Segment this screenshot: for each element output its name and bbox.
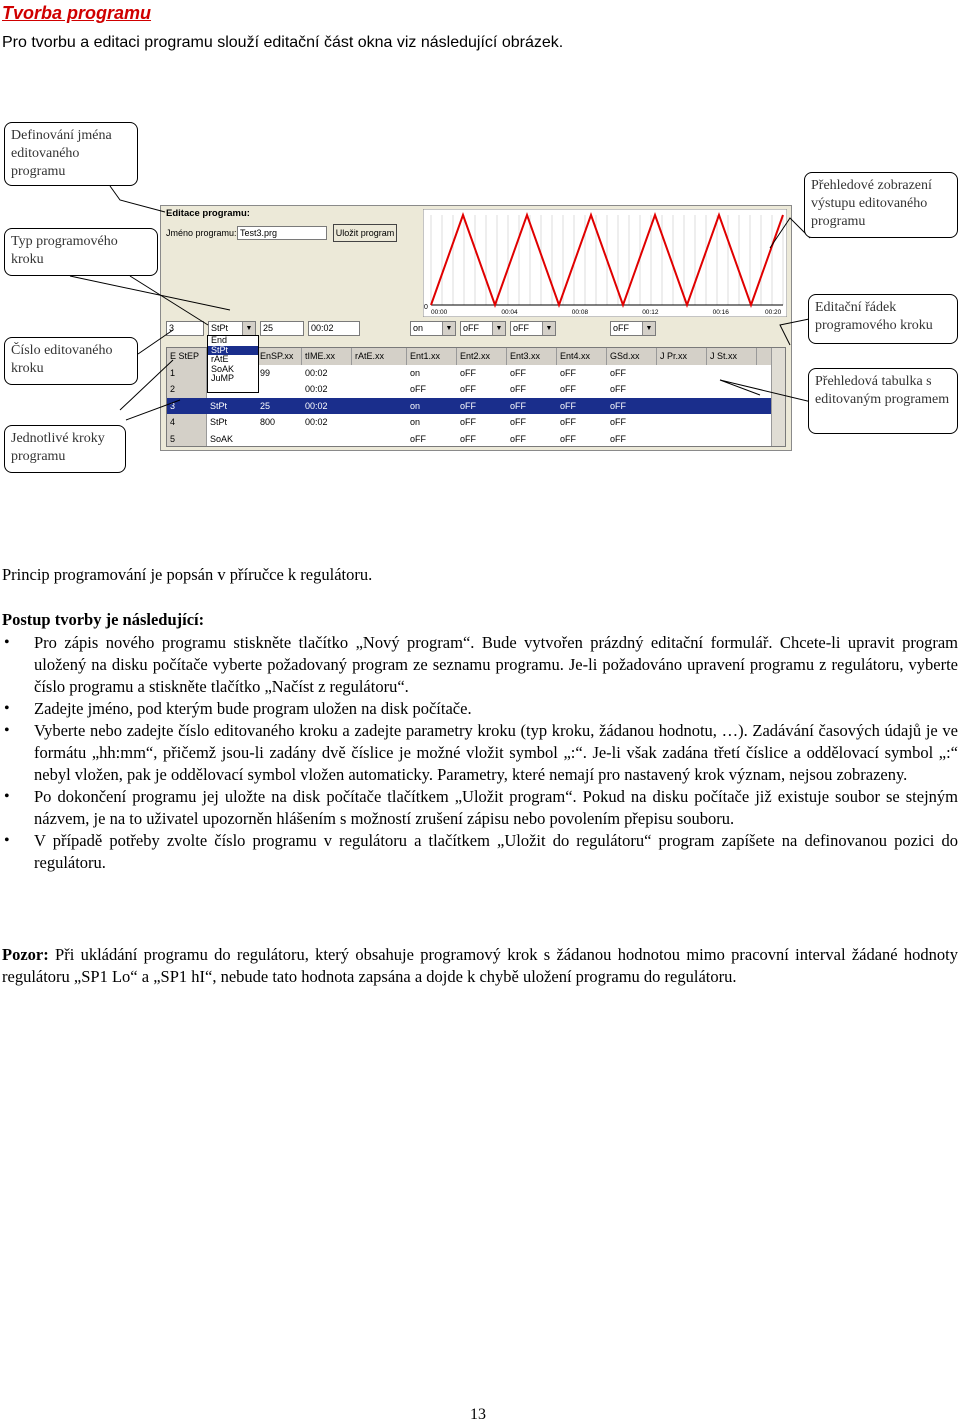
table-cell: oFF	[410, 434, 427, 444]
step-type-select[interactable]	[208, 321, 256, 336]
table-cell	[657, 365, 707, 382]
type-option[interactable]: rAtE	[211, 354, 229, 364]
table-cell: oFF	[560, 384, 577, 395]
column-header: J Pr.xx	[657, 348, 707, 365]
list-item: • Zadejte jméno, pod kterým bude program uložen na disk počítače.	[0, 698, 958, 720]
table-cell: 2	[167, 381, 207, 398]
table-cell	[657, 398, 707, 415]
callout-steps: Jednotlivé kroky programu	[4, 425, 126, 473]
table-cell: oFF	[460, 400, 477, 411]
callout-preview: Přehledové zobrazení výstupu editovaného programu	[804, 172, 958, 238]
column-header: tIME.xx	[302, 348, 352, 365]
callout-step-number: Číslo editovaného kroku	[4, 337, 138, 385]
table-cell	[257, 381, 302, 398]
table-cell: oFF	[460, 384, 477, 395]
table-cell: 5	[167, 431, 207, 447]
table-cell: on	[410, 417, 421, 428]
out4-value: oFF	[613, 323, 630, 333]
out2-select[interactable]	[460, 321, 506, 336]
callout-edit-row: Editační řádek programového kroku	[808, 294, 958, 344]
list-item: • Vyberte nebo zadejte číslo editovaného kroku a zadejte parametry kroku (typ kroku, žádanou hodnotu, …). Zadávání časových údajů je ve formátu „hh:mm“, přičemž jsou-li zadány dvě číslice je možné vložit symbol „:“. Je-li však zadána třetí číslice a oddělovací symbol „:“ nebyl vložen, pak je oddělovací symbol vložen automaticky. Parametry, které nemají pro nastavený krok význam, nejsou zobrazeny.	[0, 720, 958, 786]
table-cell	[257, 431, 302, 447]
column-header: Ent3.xx	[507, 348, 557, 365]
table-cell: oFF	[510, 417, 527, 428]
time-tick-label: 00:04	[501, 309, 518, 316]
callout-type: Typ programového kroku	[4, 228, 158, 276]
table-cell	[352, 398, 407, 415]
table-cell: oFF	[460, 367, 477, 378]
out3-select[interactable]	[510, 321, 556, 336]
chevron-down-icon: ▼	[492, 322, 505, 335]
table-cell: 4	[167, 414, 207, 431]
out1-select[interactable]	[410, 321, 456, 336]
step-type-dropdown-list[interactable]	[207, 335, 259, 393]
table-cell	[657, 431, 707, 447]
steps-list	[0, 632, 958, 874]
time-input[interactable]	[308, 321, 360, 336]
table-cell	[707, 381, 757, 398]
table-cell	[707, 365, 757, 382]
step-type-value: StPt	[211, 323, 229, 333]
table-cell: 800	[260, 417, 276, 428]
column-header: E StEP	[167, 348, 207, 365]
program-preview-chart	[423, 209, 787, 317]
time-tick-label: 00:08	[571, 309, 589, 316]
table-cell: StPt	[210, 400, 228, 411]
table-cell: oFF	[560, 417, 577, 428]
table-scrollbar[interactable]	[771, 348, 785, 446]
column-header: EnSP.xx	[257, 348, 302, 365]
type-option[interactable]: End	[211, 335, 228, 345]
table-cell: 00:02	[305, 417, 328, 428]
table-cell	[707, 414, 757, 431]
type-option[interactable]: JuMP	[211, 373, 235, 383]
type-option[interactable]: SoAK	[211, 363, 235, 374]
chevron-down-icon: ▼	[542, 322, 555, 335]
table-cell: oFF	[560, 400, 577, 411]
table-cell	[707, 398, 757, 415]
column-header: Ent2.xx	[457, 348, 507, 365]
table-cell: oFF	[510, 434, 527, 444]
program-editor-window	[160, 205, 792, 451]
table-cell: 00:02	[305, 384, 328, 395]
program-table[interactable]	[166, 347, 786, 447]
time-tick-label: 00:00	[431, 309, 448, 316]
chevron-down-icon: ▼	[242, 322, 255, 335]
callout-table: Přehledová tabulka s editovaným programem	[808, 368, 958, 434]
table-cell: 1	[167, 365, 207, 382]
table-cell: oFF	[560, 434, 577, 444]
list-item: • V případě potřeby zvolte číslo programu v regulátoru a tlačítkem „Uložit do regulátoru“ program zapíšete na definovanou pozici do regulátoru.	[0, 830, 958, 874]
table-row[interactable]	[167, 431, 773, 447]
table-cell: oFF	[460, 434, 477, 444]
table-cell	[302, 431, 352, 447]
list-item: • Po dokončení programu jej uložte na disk počítače tlačítkem „Uložit program“. Pokud na disku počítače již existuje soubor se stejným názvem, je na to uživatel upozorněn hlášením s možností zrušení zápisu nebo povolením přepisu souboru.	[0, 786, 958, 830]
program-name-label: Jméno programu:	[166, 228, 237, 238]
program-name-input[interactable]: Test3.prg	[237, 226, 327, 240]
out3-value: oFF	[513, 323, 530, 333]
table-cell: 99	[260, 367, 271, 378]
step-edit-row	[166, 321, 786, 337]
column-header: Ent1.xx	[407, 348, 457, 365]
table-cell	[657, 381, 707, 398]
chevron-down-icon: ▼	[642, 322, 655, 335]
out4-select[interactable]	[610, 321, 656, 336]
warning-label: Pozor:	[2, 945, 49, 964]
table-cell: oFF	[610, 367, 627, 378]
table-row[interactable]	[167, 414, 773, 431]
table-cell: oFF	[410, 384, 427, 395]
table-cell	[707, 431, 757, 447]
table-cell	[352, 381, 407, 398]
table-cell: StPt	[210, 417, 228, 428]
table-cell: SoAK	[210, 434, 234, 444]
warning-paragraph	[2, 944, 958, 988]
time-tick-label: 00:16	[712, 309, 729, 316]
graph-zero-label: 0	[424, 304, 428, 311]
time-tick-label: 00:20	[765, 309, 782, 316]
principle-text: Princip programování je popsán v příručce k regulátoru.	[2, 565, 373, 584]
table-cell	[352, 414, 407, 431]
step-number-spin[interactable]	[166, 321, 204, 336]
table-cell: oFF	[610, 417, 627, 428]
out2-value: oFF	[463, 323, 480, 333]
table-cell: oFF	[610, 400, 627, 411]
column-header: J St.xx	[707, 348, 757, 365]
table-cell: oFF	[560, 367, 577, 378]
group-title: Editace programu:	[166, 208, 250, 219]
time-tick-label: 00:12	[642, 309, 659, 316]
table-cell: on	[410, 367, 421, 378]
column-header: GSd.xx	[607, 348, 657, 365]
column-header: rAtE.xx	[352, 348, 407, 365]
column-header: Ent4.xx	[557, 348, 607, 365]
step-number-value: 3	[169, 323, 175, 333]
table-cell: oFF	[460, 417, 477, 428]
table-cell: oFF	[610, 384, 627, 395]
setpoint-value: 25	[263, 323, 274, 333]
out1-value: on	[413, 323, 424, 333]
intro-text: Pro tvorbu a editaci programu slouží editační část okna viz následující obrázek.	[2, 34, 564, 51]
table-cell: oFF	[610, 434, 627, 444]
table-cell: 25	[260, 400, 271, 411]
page-heading: Tvorba programu	[2, 3, 152, 23]
page-number: 13	[470, 1406, 486, 1423]
table-cell: 00:02	[305, 400, 328, 411]
table-cell: 00:02	[305, 367, 328, 378]
table-cell	[657, 414, 707, 431]
table-row[interactable]	[167, 398, 773, 415]
type-option[interactable]: StPt	[208, 346, 258, 356]
table-cell	[352, 431, 407, 447]
table-cell: on	[410, 400, 421, 411]
callout-name: Definování jména editovaného programu	[4, 122, 138, 186]
time-value: 00:02	[311, 323, 334, 333]
save-program-button[interactable]: Uložit program	[333, 224, 397, 242]
table-cell: oFF	[510, 384, 527, 395]
warning-text: Při ukládání programu do regulátoru, který obsahuje programový krok s žádanou hodnotou mimo pracovní interval žádané hodnoty regulátoru „SP1 Lo“ a „SP1 hI“, nebude tato hodnota zapsána a dojde k chybě uložení programu do regulátoru.	[2, 945, 958, 986]
steps-title: Postup tvorby je následující:	[2, 610, 205, 629]
table-cell: 3	[170, 400, 176, 411]
setpoint-input[interactable]	[260, 321, 304, 336]
table-cell	[352, 365, 407, 382]
table-cell: oFF	[510, 367, 527, 378]
table-cell: oFF	[510, 400, 527, 411]
list-item: • Pro zápis nového programu stiskněte tlačítko „Nový program“. Bude vytvořen prázdný editační formulář. Chcete-li upravit program uložený na disku počítače vyberte požadovaný program ze seznamu programu. Je-li požadováno upravení programu z regulátoru, vyberte číslo programu a stiskněte tlačítko „Načíst z regulátoru“.	[0, 632, 958, 698]
chevron-down-icon: ▼	[442, 322, 455, 335]
